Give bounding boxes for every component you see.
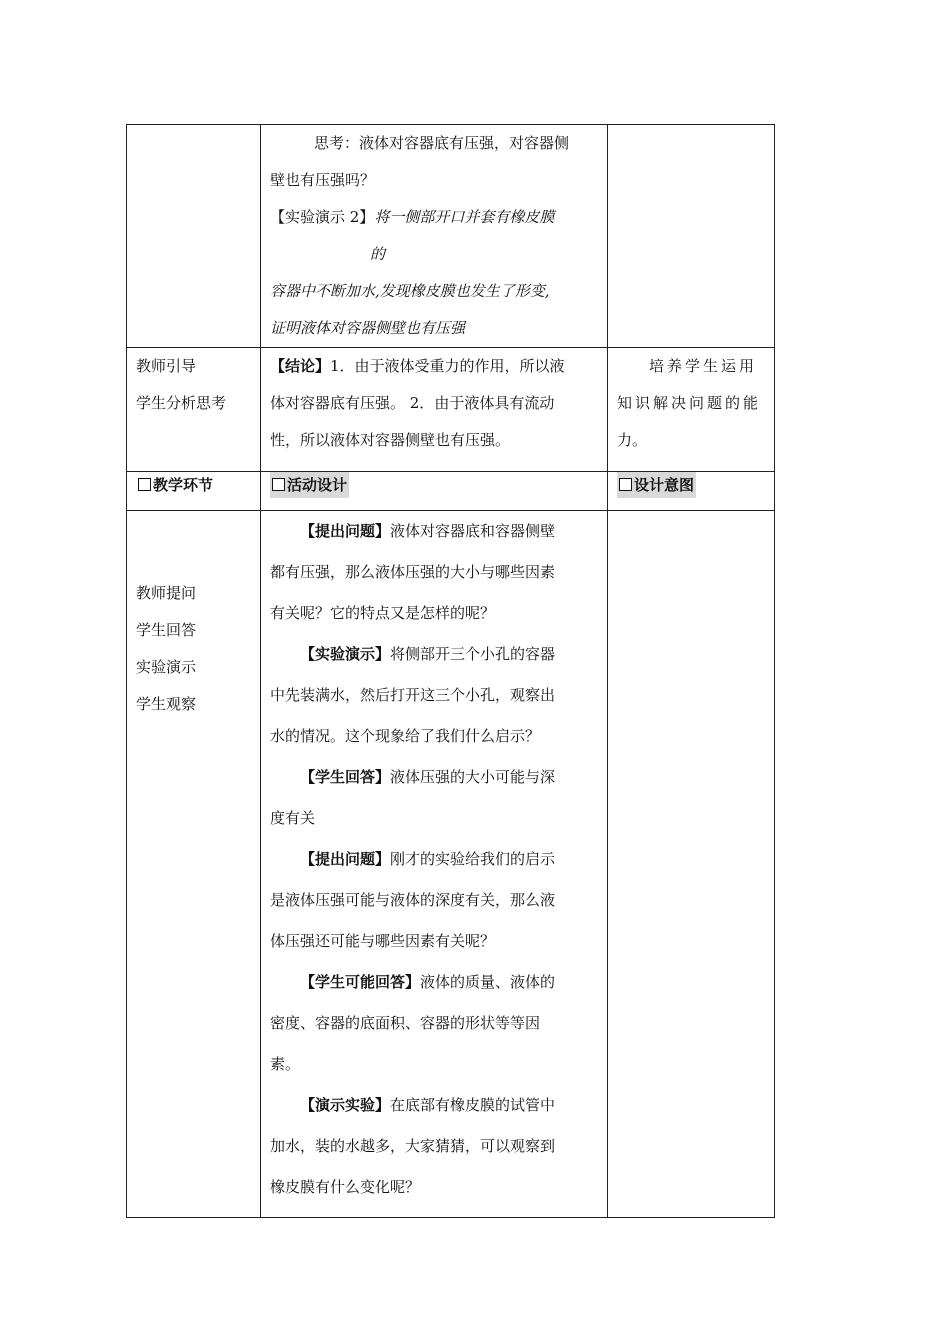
intent-line-2: 知识解决问题的能 — [617, 394, 762, 412]
stage-line-4: 学生观察 — [136, 695, 197, 713]
possible-answer-line-2: 密度、容器的底面积、容器的形状等等因 — [270, 1014, 541, 1032]
conclusion-line-3: 性，所以液体对容器侧壁也有压强。 — [270, 431, 511, 449]
demo-line-3: 水的情况。这个现象给了我们什么启示？ — [270, 727, 541, 745]
question-1-text: 液体对容器底和容器侧壁 — [390, 522, 556, 540]
demo-label: 【实验演示】 — [300, 645, 391, 663]
header-stage-label: 教学环节 — [153, 476, 214, 494]
experiment-2-text: 将一侧部开口并套有橡皮膜 — [374, 208, 555, 226]
stage-line-2: 学生分析思考 — [136, 394, 227, 412]
cell-stage — [127, 511, 261, 1218]
table-row — [127, 125, 775, 348]
demo-line-1 — [270, 634, 598, 675]
header-activity-label: 活动设计 — [287, 476, 348, 494]
cell-stage — [127, 125, 261, 348]
conclusion-line-2: 体对容器底有压强。 2．由于液体具有流动 — [270, 394, 555, 412]
cell-activity — [261, 125, 608, 348]
demo-experiment-label: 【演示实验】 — [300, 1096, 391, 1114]
think-line-1: 思考：液体对容器底有压强，对容器侧 — [314, 134, 570, 152]
header-activity — [261, 472, 608, 511]
answer-label: 【学生回答】 — [300, 768, 391, 786]
cell-stage — [127, 348, 261, 472]
intent-line-1: 培养学生运用 — [649, 357, 758, 375]
demo-line-2: 中先装满水，然后打开这三个小孔，观察出 — [270, 686, 556, 704]
conclusion-label: 【结论】 — [270, 357, 331, 375]
demo-experiment-text: 在底部有橡皮膜的试管中 — [390, 1096, 556, 1114]
cell-activity — [261, 511, 608, 1218]
answer-line-1 — [270, 757, 598, 798]
intent-line-3: 力。 — [617, 431, 648, 449]
header-stage — [127, 472, 261, 511]
stage-line-2: 学生回答 — [136, 621, 197, 639]
experiment-2-label: 【实验演示 2】 — [270, 208, 375, 226]
think-line-2: 壁也有压强吗？ — [270, 171, 376, 189]
table-row — [127, 511, 775, 1218]
possible-answer-line-1 — [270, 962, 598, 1003]
stage-line-1: 教师引导 — [136, 357, 197, 375]
demo-text: 将侧部开三个小孔的容器 — [390, 645, 556, 663]
demo-experiment-line-2: 加水，装的水越多，大家猜猜，可以观察到 — [270, 1137, 556, 1155]
question-2-line-2: 是液体压强可能与液体的深度有关，那么液 — [270, 891, 556, 909]
question-1-line-3: 有关呢？它的特点又是怎样的呢？ — [270, 604, 496, 622]
question-2-line-1 — [270, 839, 598, 880]
demo-experiment-line-1 — [270, 1085, 598, 1126]
cell-intent — [608, 511, 775, 1218]
question-1-line-1 — [270, 511, 598, 552]
question-1-label: 【提出问题】 — [300, 522, 391, 540]
answer-text: 液体压强的大小可能与深 — [390, 768, 556, 786]
experiment-2-line-3: 容器中不断加水,发现橡皮膜也发生了形变, — [270, 282, 550, 300]
table-row — [127, 348, 775, 472]
stage-line-1: 教师提问 — [136, 584, 197, 602]
question-2-label: 【提出问题】 — [300, 850, 391, 868]
checkbox-icon — [138, 478, 151, 491]
question-2-line-3: 体压强还可能与哪些因素有关呢？ — [270, 932, 496, 950]
experiment-2-line-1 — [270, 199, 598, 236]
header-intent — [608, 472, 775, 511]
experiment-2-line-4: 证明液体对容器侧壁也有压强 — [270, 319, 466, 337]
lesson-plan-table — [126, 124, 775, 1218]
answer-line-2: 度有关 — [270, 809, 316, 827]
question-1-line-2: 都有压强，那么液体压强的大小与哪些因素 — [270, 563, 556, 581]
checkbox-icon — [272, 478, 285, 491]
header-row — [127, 472, 775, 511]
header-intent-label: 设计意图 — [634, 476, 695, 494]
cell-intent — [608, 125, 775, 348]
stage-line-3: 实验演示 — [136, 658, 197, 676]
possible-answer-text: 液体的质量、液体的 — [420, 973, 556, 991]
conclusion-line-1 — [270, 348, 598, 385]
cell-activity — [261, 348, 608, 472]
experiment-2-line-2: 的 — [370, 245, 386, 263]
conclusion-text-1: 1．由于液体受重力的作用，所以液 — [330, 357, 565, 375]
checkbox-icon — [619, 478, 632, 491]
cell-intent — [608, 348, 775, 472]
possible-answer-line-3: 素。 — [270, 1055, 301, 1073]
question-2-text: 刚才的实验给我们的启示 — [390, 850, 556, 868]
possible-answer-label: 【学生可能回答】 — [300, 973, 421, 991]
demo-experiment-line-3: 橡皮膜有什么变化呢？ — [270, 1178, 421, 1196]
